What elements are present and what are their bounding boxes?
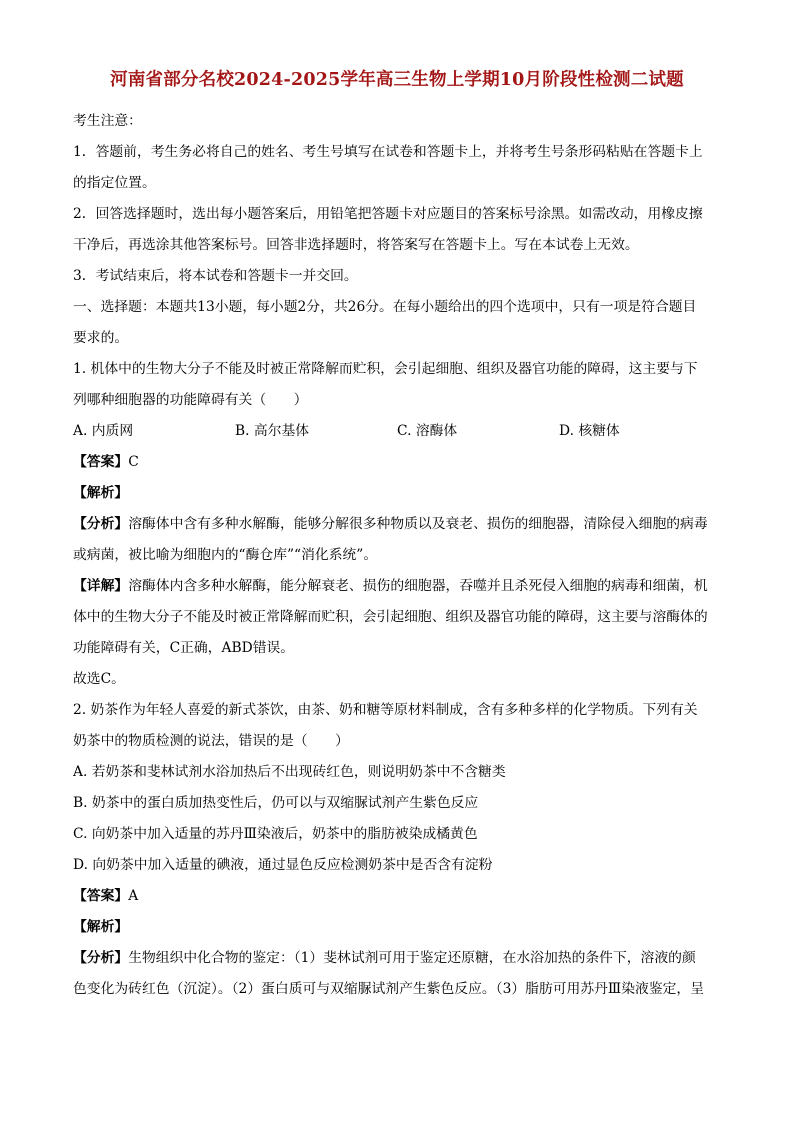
- option-d: D. 向奶茶中加入适量的碘液，通过显色反应检测奶茶中是否含有淀粉: [73, 857, 493, 873]
- xiangjie-text: 功能障碍有关，C正确，ABD错误。: [73, 640, 295, 656]
- analysis-tag: 【解析】: [73, 919, 129, 935]
- conclusion-line: 故选C。: [73, 671, 125, 687]
- xiangjie-tag: 【详解】: [73, 578, 129, 594]
- answer-value: C: [128, 454, 139, 470]
- fenxi-text: 溶酶体中含有多种水解酶，能够分解很多种物质以及衰老、损伤的细胞器，清除侵入细胞的病毒: [128, 516, 708, 532]
- fenxi-text: 或病菌，被比喻为细胞内的“酶仓库”“消化系统”。: [73, 547, 378, 563]
- option-d: D. 核糖体: [559, 423, 620, 439]
- notice-line: 3．考试结束后，将本试卷和答题卡一并交回。: [73, 268, 358, 284]
- option-a: A. 内质网: [73, 423, 134, 439]
- document-title: 河南省部分名校2024-2025学年高三生物上学期10月阶段性检测二试题: [110, 70, 684, 90]
- fenxi-text: 色变化为砖红色（沉淀）。（2）蛋白质可与双缩脲试剂产生紫色反应。（3）脂肪可用苏丹Ⅲ染液鉴定，呈: [73, 981, 705, 997]
- answer-tag: 【答案】: [73, 454, 129, 470]
- section-heading: 要求的。: [73, 330, 129, 346]
- answer-line: [73, 447, 721, 478]
- option-b: B. 奶茶中的蛋白质加热变性后，仍可以与双缩脲试剂产生紫色反应: [73, 795, 479, 811]
- analysis-line: [73, 478, 721, 509]
- answer-value: A: [128, 888, 139, 904]
- question-stem: 1. 机体中的生物大分子不能及时被正常降解而贮积，会引起细胞、组织及器官功能的障碍，这主要与下: [73, 361, 698, 377]
- fenxi-tag: 【分析】: [73, 516, 129, 532]
- analysis-line: [73, 912, 721, 943]
- xiangjie-text: 体中的生物大分子不能及时被正常降解而贮积，会引起细胞、组织及器官功能的障碍，这主要与溶酶体的: [73, 609, 708, 625]
- fenxi-line: [73, 509, 721, 540]
- answer-line: [73, 881, 721, 912]
- fenxi-text: 生物组织中化合物的鉴定：（1）斐林试剂可用于鉴定还原糖，在水浴加热的条件下，溶液的颜: [128, 950, 696, 966]
- notice-line: 2．回答选择题时，选出每小题答案后，用铅笔把答题卡对应题目的答案标号涂黑。如需改动，用橡皮擦: [73, 206, 703, 222]
- document-body: [73, 106, 721, 1005]
- option-b: B. 高尔基体: [235, 423, 310, 439]
- notice-line: 的指定位置。: [73, 175, 156, 191]
- question-stem: 2. 奶茶作为年轻人喜爱的新式茶饮，由茶、奶和糖等原材料制成，含有多种多样的化学物质。下列有关: [73, 702, 698, 718]
- option-c: C. 溶酶体: [397, 423, 458, 439]
- analysis-tag: 【解析】: [73, 485, 129, 501]
- option-c: C. 向奶茶中加入适量的苏丹Ⅲ染液后，奶茶中的脂肪被染成橘黄色: [73, 826, 478, 842]
- fenxi-tag: 【分析】: [73, 950, 129, 966]
- fenxi-line: [73, 943, 721, 974]
- question-stem: 列哪种细胞器的功能障碍有关（ ）: [73, 392, 308, 408]
- question-1: [73, 354, 721, 695]
- answer-tag: 【答案】: [73, 888, 129, 904]
- question-options: [73, 416, 721, 447]
- question-stem: 奶茶中的物质检测的说法，错误的是（ ）: [73, 733, 349, 749]
- section-heading: 一、选择题：本题共13小题，每小题2分，共26分。在每小题给出的四个选项中，只有一项是符合题目: [73, 299, 697, 315]
- xiangjie-line: [73, 571, 721, 602]
- option-a: A. 若奶茶和斐林试剂水浴加热后不出现砖红色，则说明奶茶中不含糖类: [73, 764, 506, 780]
- notice-line: 1．答题前，考生务必将自己的姓名、考生号填写在试卷和答题卡上，并将考生号条形码粘贴在答题卡上: [73, 144, 703, 160]
- xiangjie-text: 溶酶体内含多种水解酶，能分解衰老、损伤的细胞器，吞噬并且杀死侵入细胞的病毒和细菌，机: [128, 578, 708, 594]
- notice-header: 考生注意：: [73, 113, 142, 129]
- notice-line: 干净后，再选涂其他答案标号。回答非选择题时，将答案写在答题卡上。写在本试卷上无效。: [73, 237, 639, 253]
- question-2: [73, 695, 721, 1005]
